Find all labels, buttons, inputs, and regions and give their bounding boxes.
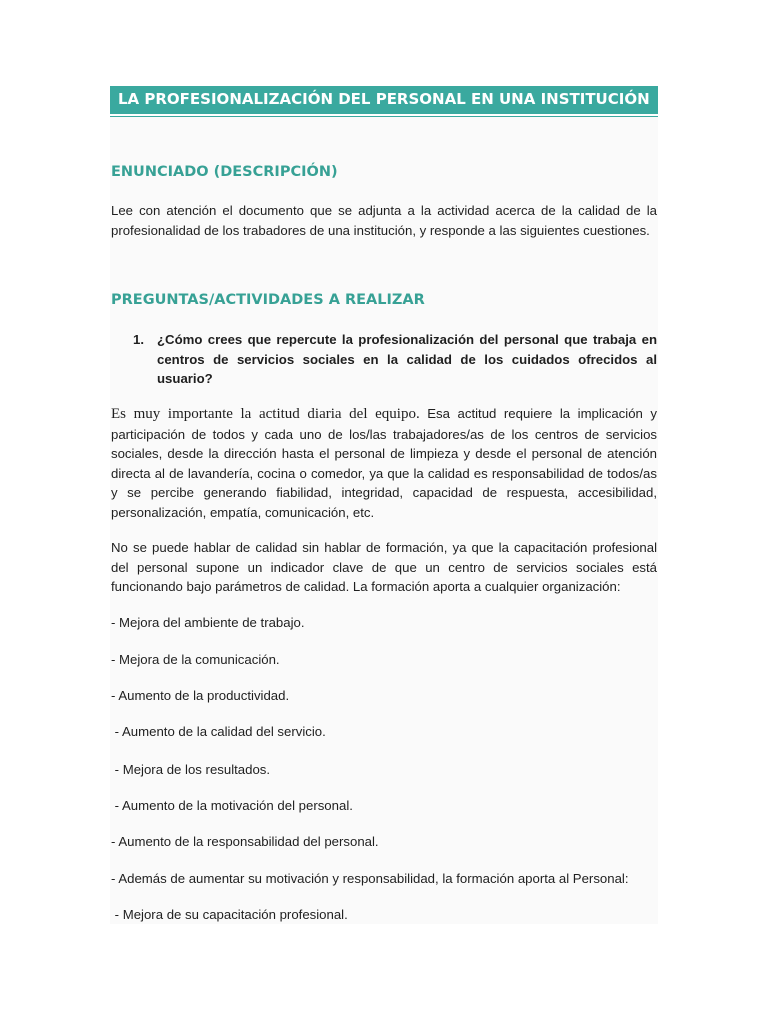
question-text: ¿Cómo crees que repercute la profesionalización del personal que trabaja en centros de servicios sociales en la calidad de los cuidados ofrecidos al usuario? xyxy=(157,332,657,386)
question-1 xyxy=(133,330,657,389)
enunciado-heading: ENUNCIADO (DESCRIPCIÓN) xyxy=(111,164,338,180)
enunciado-text: Lee con atención el documento que se adjunta a la actividad acerca de la calidad de la profesionalidad de los trabadores de una institución, y responde a las siguientes cuestiones. xyxy=(111,203,657,238)
answer-paragraph-1 xyxy=(111,404,657,522)
list-item: - Además de aumentar su motivación y responsabilidad, la formación aporta al Personal: xyxy=(111,871,629,886)
answer-paragraph-1-text: Esa actitud requiere la implicación y participación de todos y cada uno de los/las trabajadores/as de los centros de servicios sociales, desde la dirección hasta el personal de limpieza y desde el personal de atención directa al de lavandería, cocina o comedor, ya que la calidad es responsabilidad de todos/as y se percibe generando fiabilidad, integridad, capacidad de respuesta, accesibilidad, personalización, empatía, comunicación, etc. xyxy=(111,406,657,520)
list-item: - Aumento de la responsabilidad del personal. xyxy=(111,834,379,849)
answer-paragraph-2: No se puede hablar de calidad sin hablar de formación, ya que la capacitación profesional del personal supone un indicador clave de que un centro de servicios sociales está funcionando bajo parámetros de calidad. La formación aporta a cualquier organización: xyxy=(111,540,657,594)
preguntas-heading: PREGUNTAS/ACTIVIDADES A REALIZAR xyxy=(111,292,425,308)
answer-lead: Es muy importante la actitud diaria del equipo. xyxy=(111,406,420,422)
list-item: - Aumento de la productividad. xyxy=(111,688,290,703)
list-item: - Mejora de su capacitación profesional. xyxy=(111,907,348,922)
list-item: - Aumento de la motivación del personal. xyxy=(111,798,353,813)
question-number: 1. xyxy=(133,332,144,347)
list-item: - Mejora de los resultados. xyxy=(111,762,271,777)
list-item: - Mejora de la comunicación. xyxy=(111,652,280,667)
list-item: - Mejora del ambiente de trabajo. xyxy=(111,615,305,630)
title-underline xyxy=(110,116,658,117)
document-title: LA PROFESIONALIZACIÓN DEL PERSONAL EN UNA INSTITUCIÓN xyxy=(110,86,658,114)
list-item: - Aumento de la calidad del servicio. xyxy=(111,724,326,739)
